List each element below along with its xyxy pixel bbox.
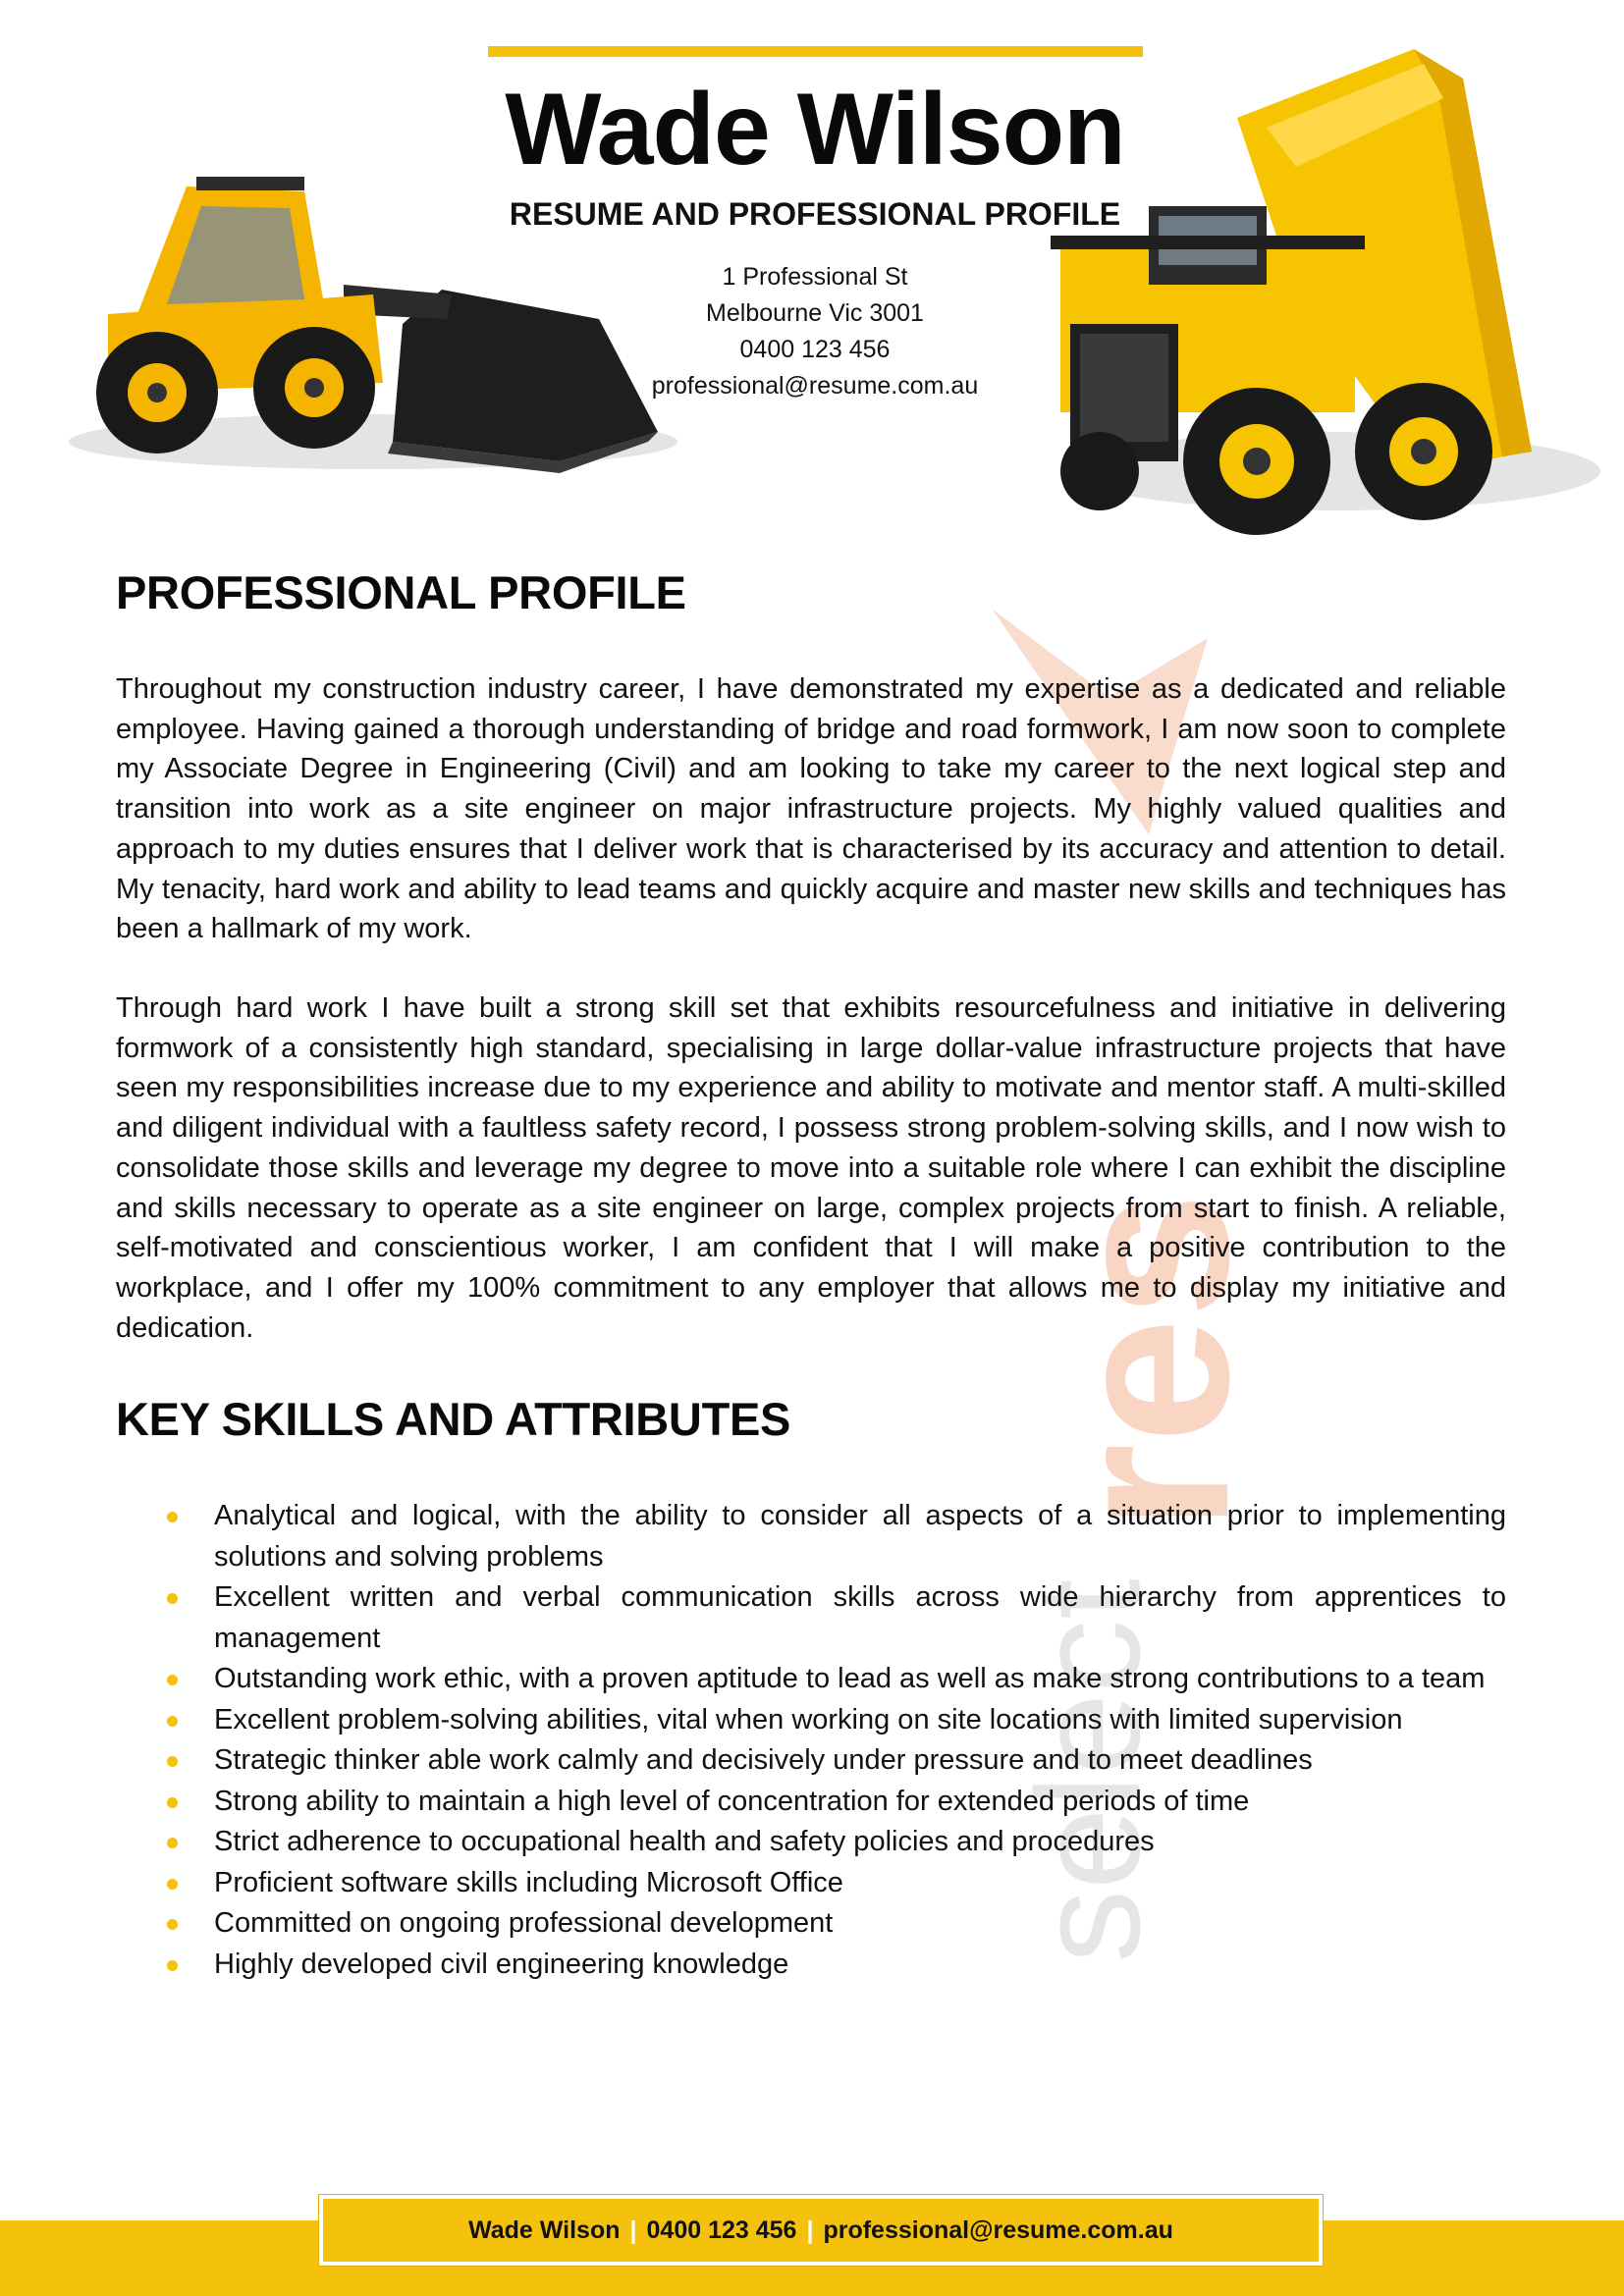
profile-paragraph: Through hard work I have built a strong skill set that exhibits resourcefulness and initiative in delivering formwork of a consistently high standard, specialising in large dollar-value infrastructure projects that have seen my responsibilities increase due to my experience and ability to motivate and mentor staff. A multi-skilled and diligent individual with a faultless safety record, I possess strong problem-solving skills, and I now wish to consolidate those skills and leverage my degree to move into a suitable role where I can exhibit the discipline and skills necessary to operate as a site engineer on large, complex projects from start to finish. A reliable, self-motivated and conscientious worker, I am confident that I will make a positive contribution to the workplace, and I offer my 100% commitment to any employer that allows me to display my initiative and dedication. bbox=[116, 992, 1506, 1344]
email-address: professional@resume.com.au bbox=[651, 372, 979, 400]
skill-text: Strong ability to maintain a high level of concentration for extended periods of time bbox=[214, 1785, 1250, 1817]
bullet-icon bbox=[167, 1675, 178, 1685]
list-item bbox=[116, 1577, 1506, 1659]
footer-contact-box bbox=[319, 2195, 1323, 2266]
footer-name: Wade Wilson bbox=[468, 2216, 621, 2244]
skill-text: Strategic thinker able work calmly and decisively under pressure and to meet deadlines bbox=[214, 1744, 1313, 1776]
bullet-icon bbox=[167, 1756, 178, 1767]
candidate-name: Wade Wilson bbox=[505, 73, 1125, 187]
skill-text: Strict adherence to occupational health and safety policies and procedures bbox=[214, 1826, 1155, 1857]
skill-text: Committed on ongoing professional development bbox=[214, 1907, 834, 1939]
skill-text: Highly developed civil engineering knowledge bbox=[214, 1948, 789, 1980]
list-item bbox=[116, 1782, 1506, 1823]
bullet-icon bbox=[167, 1593, 178, 1604]
list-item bbox=[116, 1700, 1506, 1741]
skill-text: Analytical and logical, with the ability to consider all aspects of a situation prior to implementing solutions and solving problems bbox=[214, 1500, 1506, 1573]
skill-text: Outstanding work ethic, with a proven aptitude to lead as well as make strong contributions to a team bbox=[214, 1663, 1486, 1694]
list-item bbox=[116, 1740, 1506, 1782]
bullet-icon bbox=[167, 1797, 178, 1808]
svg-text:select: select bbox=[1005, 1578, 1170, 1963]
professional-profile-heading: PROFESSIONAL PROFILE bbox=[116, 566, 686, 618]
bullet-icon bbox=[167, 1960, 178, 1971]
footer-email: professional@resume.com.au bbox=[823, 2216, 1173, 2244]
list-item bbox=[116, 1822, 1506, 1863]
footer-phone: 0400 123 456 bbox=[646, 2216, 797, 2244]
bullet-icon bbox=[167, 1838, 178, 1848]
list-item bbox=[116, 1945, 1506, 1986]
footer-separator: | bbox=[629, 2216, 637, 2244]
skill-text: Proficient software skills including Microsoft Office bbox=[214, 1866, 843, 1898]
skill-text: Excellent written and verbal communication skills across wide hierarchy from apprentices to management bbox=[214, 1581, 1506, 1654]
svg-text:res: res bbox=[1023, 1192, 1275, 1531]
address-line-2: Melbourne Vic 3001 bbox=[706, 299, 924, 327]
skills-list bbox=[116, 1496, 1506, 1985]
list-item bbox=[116, 1659, 1506, 1700]
bullet-icon bbox=[167, 1919, 178, 1930]
list-item bbox=[116, 1496, 1506, 1577]
key-skills-heading: KEY SKILLS AND ATTRIBUTES bbox=[116, 1393, 791, 1445]
list-item bbox=[116, 1863, 1506, 1904]
contact-block bbox=[520, 259, 1110, 404]
bullet-icon bbox=[167, 1512, 178, 1522]
profile-paragraph: Throughout my construction industry career, I have demonstrated my expertise as a dedicated and reliable employee. Having gained a thorough understanding of bridge and road formwork, I am now soon to complete my Associate Degree in Engineering (Civil) and am looking to take my career to the next logical step and transition into work as a site engineer on major infrastructure projects. My highly valued qualities and approach to my duties ensures that I deliver work that is characterised by its accuracy and attention to detail. My tenacity, hard work and ability to lead teams and quickly acquire and master new skills and techniques has been a hallmark of my work. bbox=[116, 673, 1506, 945]
phone-number: 0400 123 456 bbox=[739, 336, 891, 363]
bullet-icon bbox=[167, 1716, 178, 1727]
address-line-1: 1 Professional St bbox=[722, 263, 908, 291]
list-item bbox=[116, 1903, 1506, 1945]
document-subtitle: RESUME AND PROFESSIONAL PROFILE bbox=[509, 196, 1121, 232]
bullet-icon bbox=[167, 1879, 178, 1890]
skill-text: Excellent problem-solving abilities, vital when working on site locations with limited supervision bbox=[214, 1703, 1403, 1735]
footer-separator: | bbox=[806, 2216, 814, 2244]
